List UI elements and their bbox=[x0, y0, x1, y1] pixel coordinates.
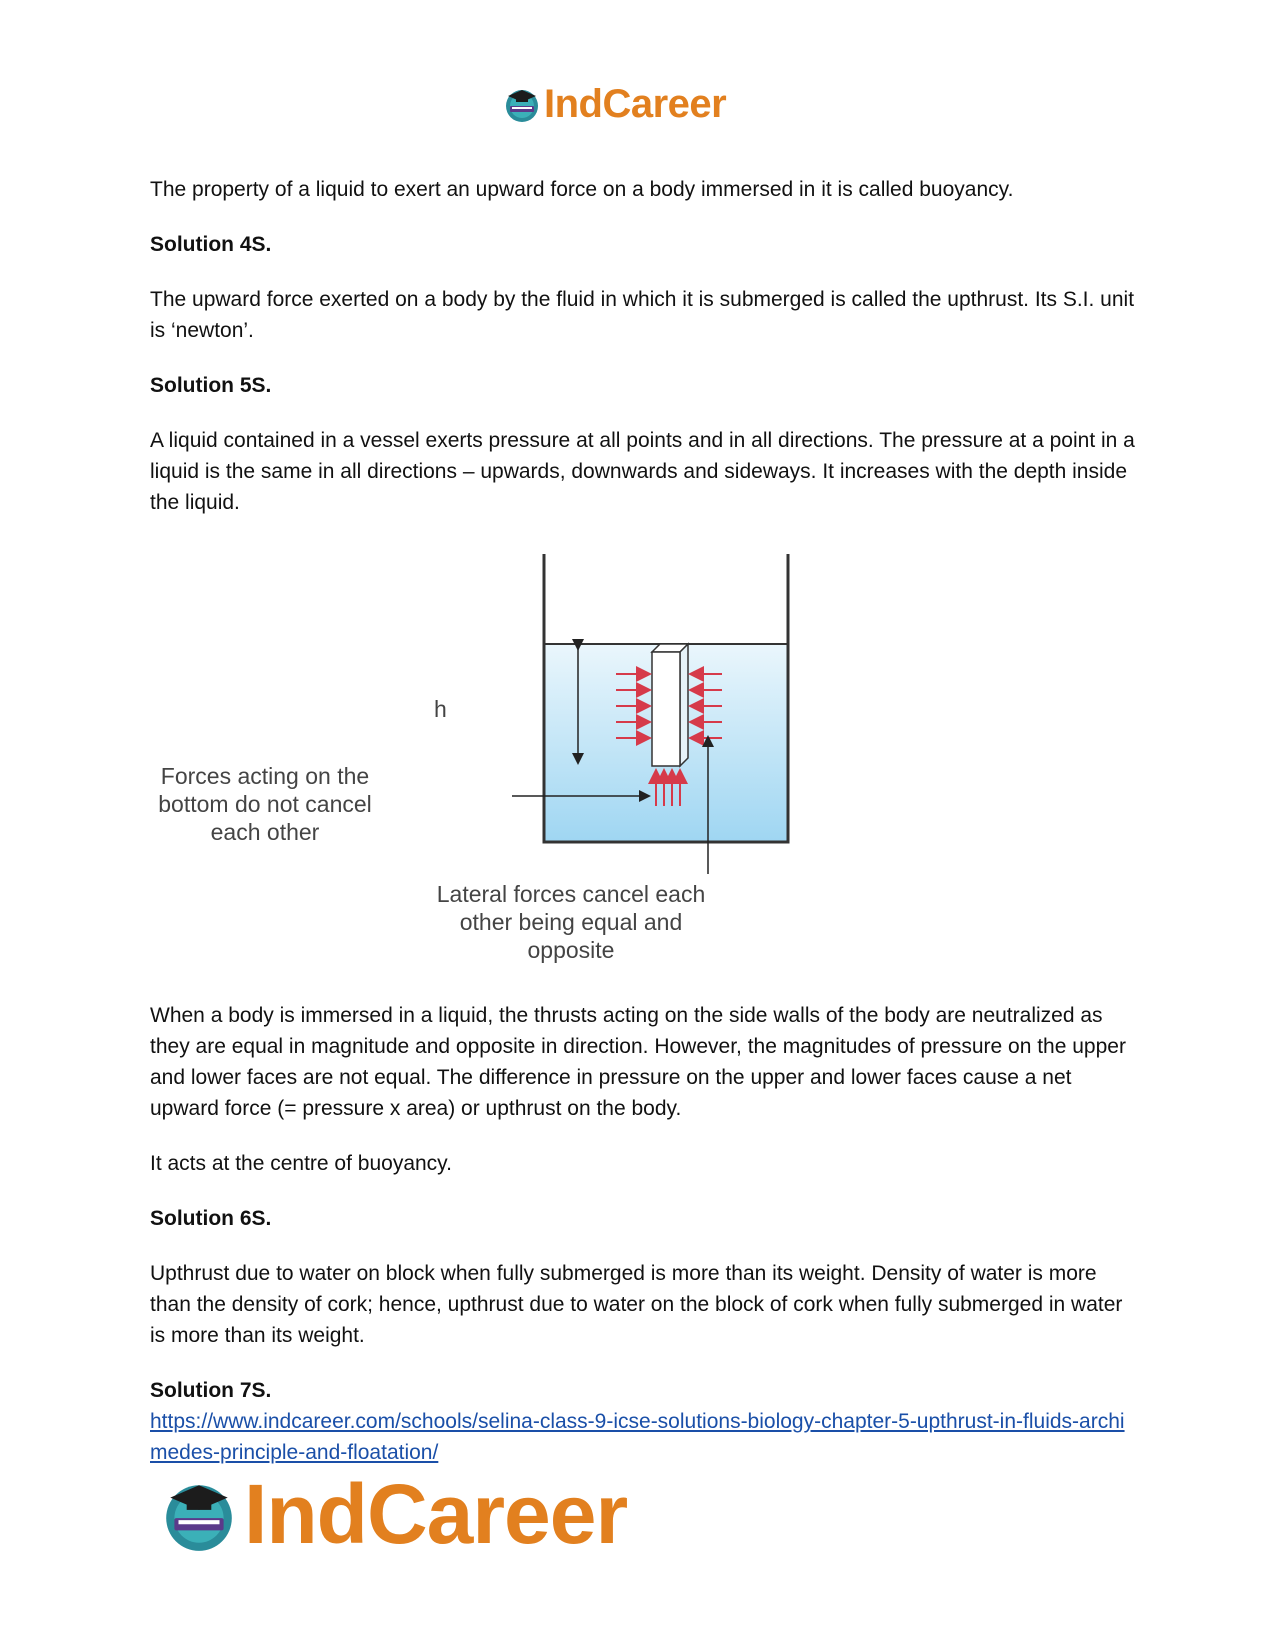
paragraph-buoyancy: The property of a liquid to exert an upward force on a body immersed in it is called buoyancy. bbox=[150, 178, 1014, 201]
solution-7s-heading: Solution 7S. bbox=[150, 1379, 272, 1402]
paragraph-pressure: A liquid contained in a vessel exerts pressure at all points and in all directions. The pressure at a point in a liquid is the same in all directions – upwards, downwards and sideways. It increases with the depth inside the liquid. bbox=[150, 429, 1135, 514]
graduation-cap-book-globe-icon bbox=[502, 84, 542, 124]
paragraph-cork: Upthrust due to water on block when fully submerged is more than its weight. Density of water is more than the density of cork; hence, upthrust due to water on the block of cork when fully submerged in water is more than its weight. bbox=[150, 1262, 1123, 1347]
footer-logo bbox=[158, 1468, 627, 1560]
paragraph-thrusts: When a body is immersed in a liquid, the thrusts acting on the side walls of the body are neutralized as they are equal in magnitude and opposite in direction. However, the magnitudes of pressure on the upper and lower faces are not equal. The difference in pressure on the upper and lower faces cause a net upward force (= pressure x area) or upthrust on the body. bbox=[150, 1004, 1126, 1120]
document-body bbox=[150, 174, 1140, 1492]
paragraph-upthrust: The upward force exerted on a body by the fluid in which it is submerged is called the upthrust. Its S.I. unit is ‘newton’. bbox=[150, 288, 1135, 342]
buoyancy-diagram bbox=[140, 542, 1130, 972]
paragraph-centre-of-buoyancy: It acts at the centre of buoyancy. bbox=[150, 1152, 452, 1175]
depth-label: h bbox=[434, 696, 447, 722]
solution-5s-heading: Solution 5S. bbox=[150, 374, 272, 397]
solution-4s-heading: Solution 4S. bbox=[150, 233, 272, 256]
brand-name: IndCareer bbox=[244, 1466, 628, 1561]
brand-name: IndCareer bbox=[544, 81, 727, 126]
source-link[interactable]: https://www.indcareer.com/schools/selina-class-9-icse-solutions-biology-chapter-5-upthrust-in-fluids-archimedes-principle-and-floatation/ bbox=[150, 1410, 1125, 1464]
graduation-cap-book-globe-icon bbox=[158, 1473, 240, 1555]
header-logo bbox=[502, 80, 726, 128]
solution-6s-heading: Solution 6S. bbox=[150, 1207, 272, 1230]
immersed-block bbox=[652, 644, 688, 766]
bottom-forces-label: Forces acting on the bottom do not cancel each other bbox=[158, 763, 372, 845]
lateral-forces-label: Lateral forces cancel each other being equal and opposite bbox=[436, 881, 706, 963]
